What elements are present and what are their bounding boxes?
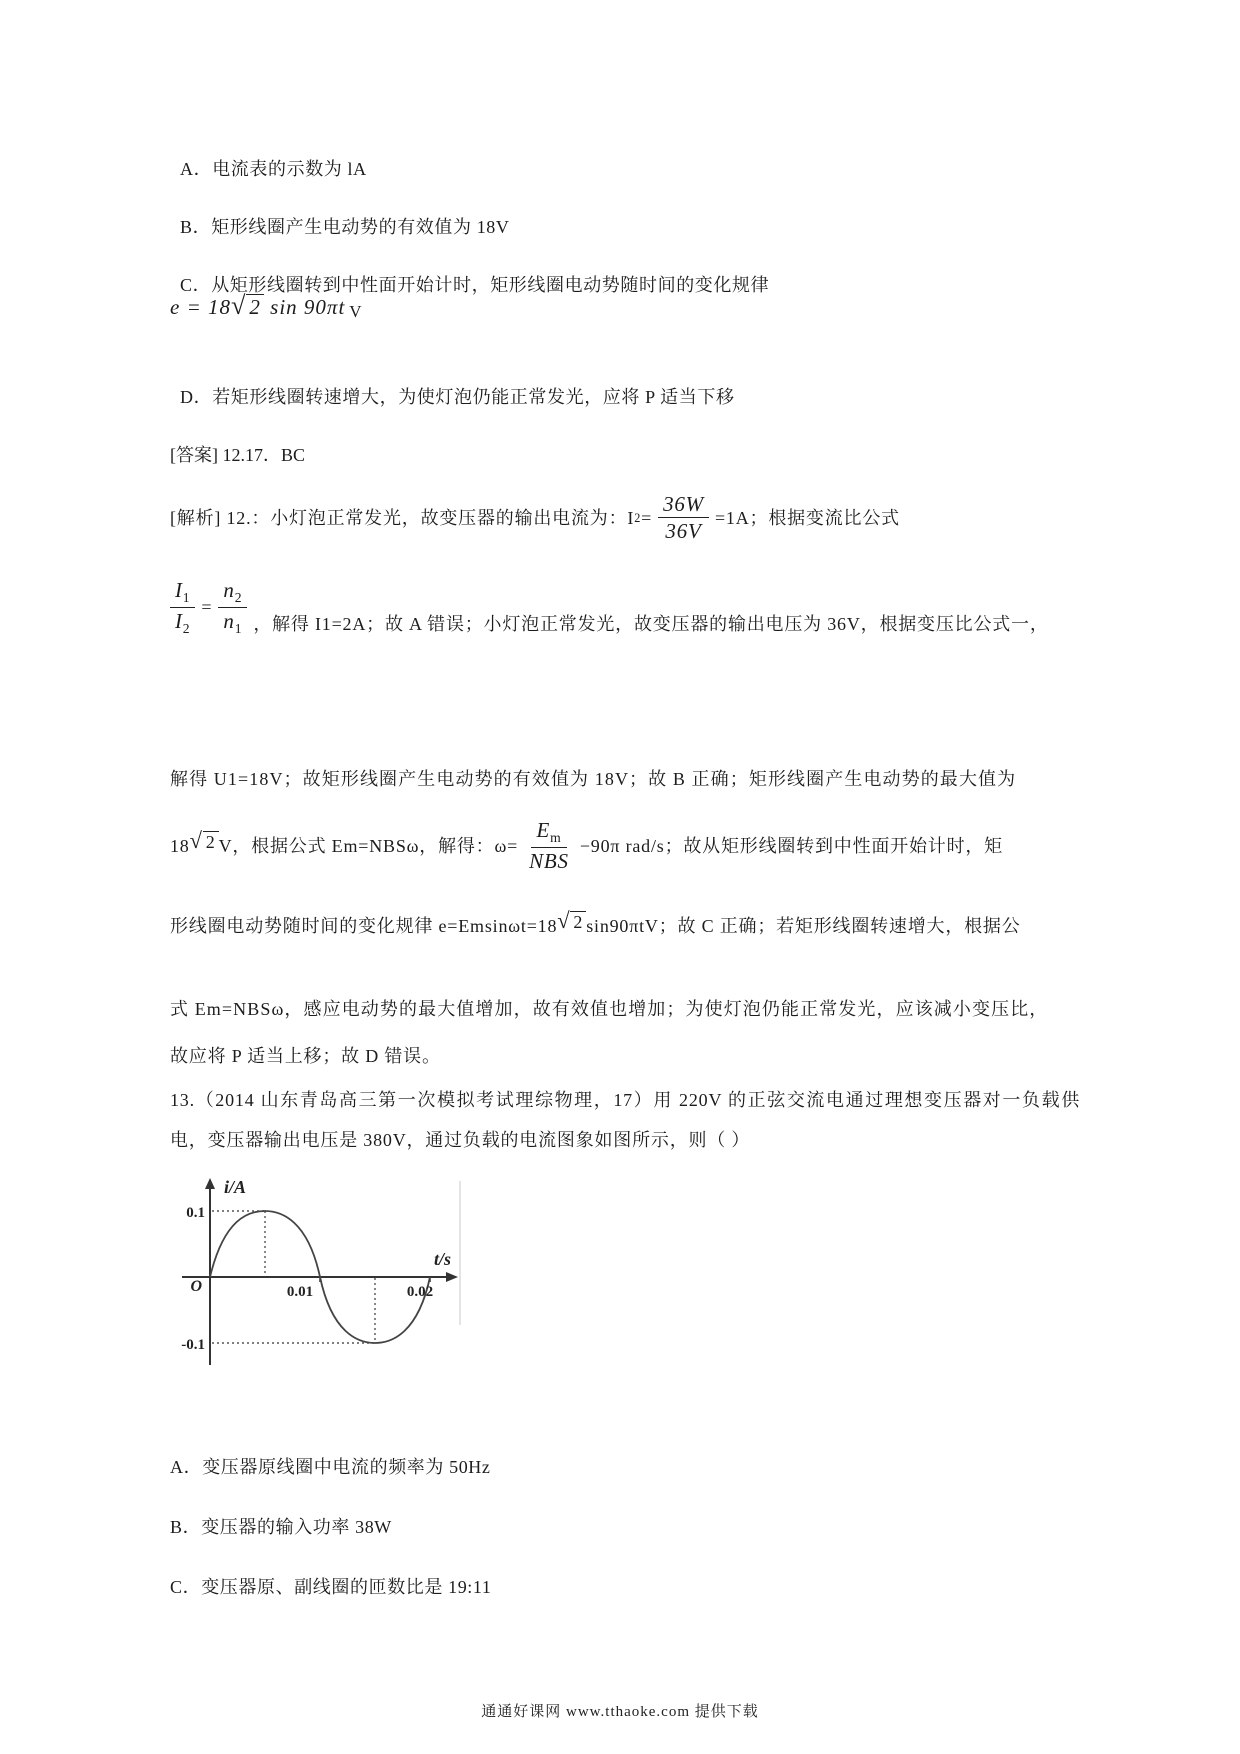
fraction-36W-36V	[658, 492, 709, 543]
analysis-l4-mid: V，根据公式 Em=NBSω，解得：ω=	[218, 835, 519, 856]
q12-option-c: C．从矩形线圈转到中性面开始计时，矩形线圈电动势随时间的变化规律	[180, 275, 770, 295]
q13-option-c: C．变压器原、副线圈的匝数比是 19:11	[170, 1577, 492, 1597]
radical-sign: √	[231, 291, 247, 320]
radical-sign: √	[189, 828, 203, 854]
y-min-label: -0.1	[181, 1337, 205, 1353]
q13-option-b: B．变压器的输入功率 38W	[170, 1517, 392, 1537]
fraction-n2-n1	[218, 578, 247, 637]
sine-graph-svg	[172, 1175, 464, 1367]
analysis-line-1	[170, 492, 1080, 543]
fraction-denominator: NBS	[529, 848, 569, 873]
analysis-l1-eq: =	[641, 507, 653, 528]
q12-option-d: D．若矩形线圈转速增大，为使灯泡仍能正常发光，应将 P 适当下移	[180, 387, 735, 407]
analysis-l5-pre: 形线圈电动势随时间的变化规律 e=Emsinωt=18	[170, 915, 558, 936]
fraction-denominator: $n_1$	[223, 608, 243, 637]
analysis-l1-sub: 2	[634, 510, 642, 525]
origin-label: O	[190, 1278, 202, 1295]
analysis-eq2: =	[201, 597, 213, 618]
fraction-numerator: $n_2$	[218, 578, 247, 608]
y-axis-label: i/A	[224, 1177, 247, 1197]
t2-label: 0.02	[406, 1284, 434, 1300]
fraction-numerator: $E_m$	[531, 818, 566, 848]
fraction-Em-NBS	[524, 818, 574, 873]
analysis-line-4	[170, 818, 1080, 873]
q12-answer: [答案] 12.17．BC	[170, 445, 305, 465]
y-axis-arrow	[205, 1178, 215, 1189]
fraction-denominator: 36V	[665, 519, 702, 544]
analysis-line-3: 解得 U1=18V；故矩形线圈产生电动势的有效值为 18V；故 B 正确；矩形线圈产生电动势的最大值为	[170, 769, 1017, 789]
q13-stem: 13.（2014 山东青岛高三第一次模拟考试理综物理，17）用 220V 的正弦交流电通过理想变压器对一负载供电，变压器输出电压是 380V，通过负载的电流图象如图所示，则（ ）	[170, 1090, 1080, 1150]
analysis-l5-post: sin90πtV；故 C 正确；若矩形线圈转速增大，根据公	[586, 915, 1021, 936]
fraction-numerator: 36W	[658, 492, 709, 518]
radical-value: 2	[203, 831, 219, 852]
radical-sign: √	[557, 908, 571, 933]
sqrt-radical	[557, 908, 586, 935]
t1-label: 0.01	[286, 1284, 314, 1300]
analysis-line-5	[170, 908, 1080, 939]
page-footer: 通通好课网 www.tthaoke.com 提供下载	[481, 1704, 759, 1720]
radical-value: 2	[570, 911, 586, 932]
sqrt-radical	[190, 828, 219, 855]
sqrt-radical	[231, 293, 264, 320]
q12-option-c-formula	[170, 293, 1080, 322]
q12-option-b: B．矩形线圈产生电动势的有效值为 18V	[180, 217, 510, 237]
q13-current-graph	[172, 1175, 464, 1367]
fraction-numerator: $I_1$	[170, 578, 195, 608]
y-max-label: 0.1	[186, 1205, 205, 1221]
analysis-l1-post: =1A；根据变流比公式	[714, 507, 900, 528]
fraction-denominator: $I_2$	[175, 608, 191, 637]
q13-option-a: A．变压器原线圈中电流的频率为 50Hz	[170, 1457, 491, 1477]
analysis-l4-post: −90π rad/s；故从矩形线圈转到中性面开始计时，矩	[579, 835, 1003, 856]
formula-eq: = 18	[180, 295, 231, 319]
formula-e: e	[170, 295, 181, 319]
analysis-l1-pre: [解析] 12.：小灯泡正常发光，故变压器的输出电流为：I	[170, 507, 635, 528]
q12-option-a: A．电流表的示数为 lA	[180, 159, 367, 179]
analysis-l2-text: ，解得 I1=2A；故 A 错误；小灯泡正常发光，故变压器的输出电压为 36V，根据变压比公式一，	[253, 613, 1049, 634]
analysis-line-7: 故应将 P 适当上移；故 D 错误。	[170, 1046, 441, 1066]
analysis-l4-pre: 18	[170, 835, 190, 856]
analysis-line-2	[170, 578, 1080, 637]
analysis-line-6: 式 Em=NBSω，感应电动势的最大值增加，故有效值也增加；为使灯泡仍能正常发光，应该减小变压比，	[170, 999, 1049, 1019]
x-axis-label: t/s	[434, 1249, 452, 1269]
radical-value: 2	[246, 294, 264, 319]
formula-tail: sin 90πt	[263, 295, 346, 319]
formula-unit: V	[349, 302, 363, 321]
fraction-I1-I2	[170, 578, 195, 637]
x-axis-arrow	[446, 1272, 458, 1282]
